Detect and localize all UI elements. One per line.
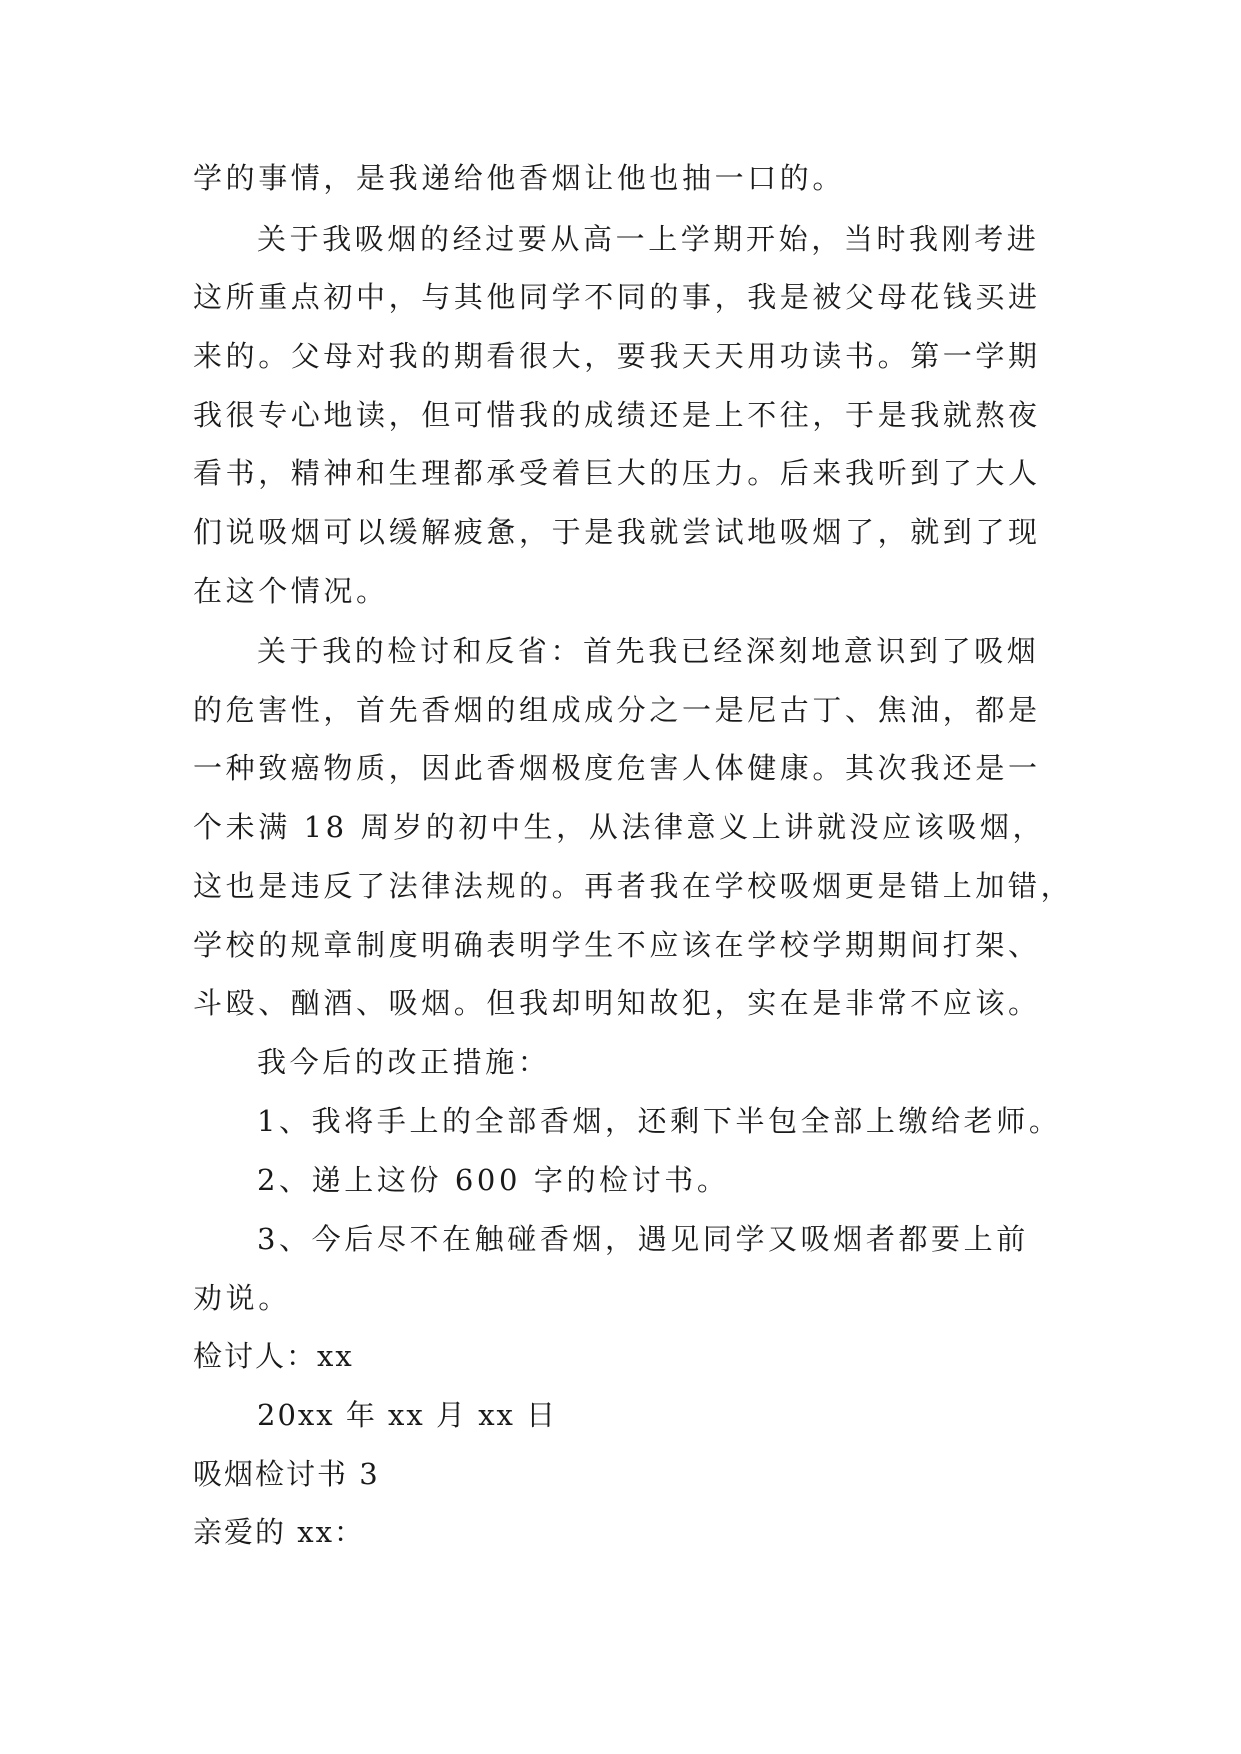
text-line: 在这个情况。 xyxy=(193,574,389,608)
list-heading: 我今后的改正措施： xyxy=(257,1045,551,1079)
text-line: 看书，精神和生理都承受着巨大的压力。后来我听到了大人 xyxy=(193,456,1041,490)
paragraph-start-line: 关于我的检讨和反省：首先我已经深刻地意识到了吸烟 xyxy=(257,634,1040,668)
list-item: 1、我将手上的全部香烟，还剩下半包全部上缴给老师。 xyxy=(257,1104,1062,1138)
text-line: 这所重点初中，与其他同学不同的事，我是被父母花钱买进 xyxy=(193,280,1041,314)
text-line: 来的。父母对我的期看很大，要我天天用功读书。第一学期 xyxy=(193,339,1041,373)
text-line: 们说吸烟可以缓解疲惫，于是我就尝试地吸烟了，就到了现 xyxy=(193,515,1041,549)
text-line: 一种致癌物质，因此香烟极度危害人体健康。其次我还是一 xyxy=(193,751,1041,785)
paragraph-start-line: 关于我吸烟的经过要从高一上学期开始，当时我刚考进 xyxy=(257,222,1040,256)
text-line: 个未满 18 周岁的初中生，从法律意义上讲就没应该吸烟， xyxy=(193,810,1046,844)
text-line: 这也是违反了法律法规的。再者我在学校吸烟更是错上加错， xyxy=(193,869,1074,903)
text-line: 学的事情，是我递给他香烟让他也抽一口的。 xyxy=(193,161,846,195)
list-item-continuation: 劝说。 xyxy=(193,1281,291,1315)
text-line: 我很专心地读，但可惜我的成绩还是上不往，于是我就熬夜 xyxy=(193,398,1041,432)
list-item: 2、递上这份 600 字的检讨书。 xyxy=(257,1163,730,1197)
text-line: 的危害性，首先香烟的组成成分之一是尼古丁、焦油，都是 xyxy=(193,693,1041,727)
date-line: 20xx 年 xx 月 xx 日 xyxy=(257,1398,558,1432)
section-title: 吸烟检讨书 3 xyxy=(193,1457,380,1491)
text-line: 斗殴、酗酒、吸烟。但我却明知故犯，实在是非常不应该。 xyxy=(193,986,1041,1020)
salutation: 亲爱的 xx： xyxy=(193,1515,365,1549)
list-item: 3、今后尽不在触碰香烟，遇见同学又吸烟者都要上前 xyxy=(257,1222,1029,1256)
signature-line: 检讨人：xx xyxy=(193,1339,354,1373)
text-line: 学校的规章制度明确表明学生不应该在学校学期期间打架、 xyxy=(193,928,1041,962)
